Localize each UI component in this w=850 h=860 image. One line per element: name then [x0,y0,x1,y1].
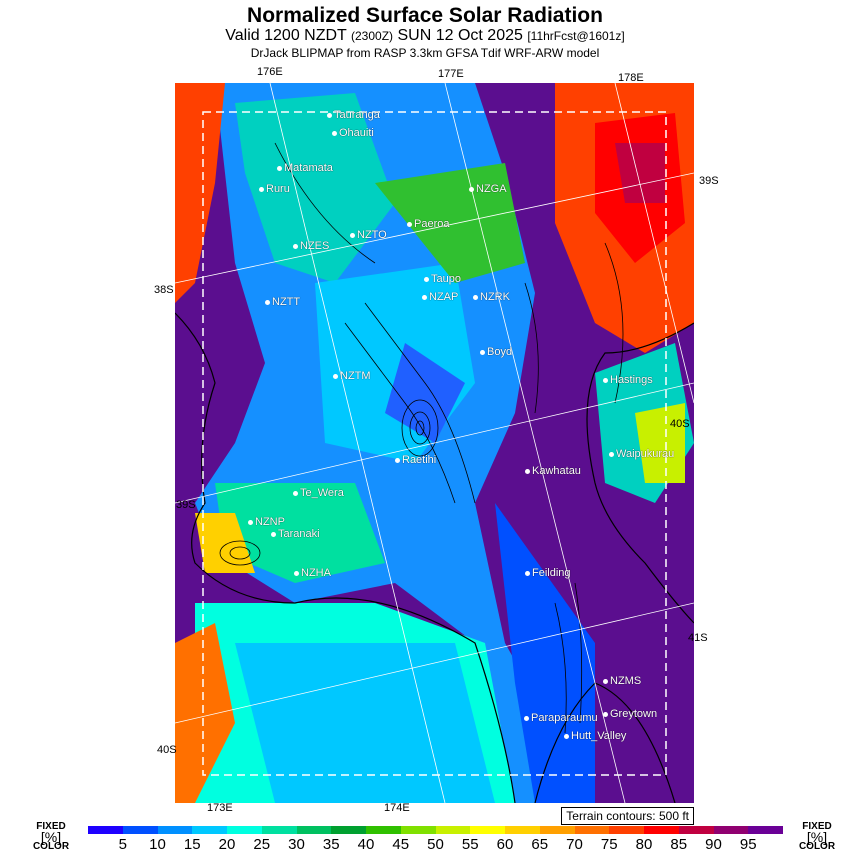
legend-swatch [436,826,471,834]
legend-swatch [297,826,332,834]
city-greytown: Greytown [603,708,657,720]
city-nzes: NZES [293,240,329,252]
city-ruru: Ruru [259,183,290,195]
legend-swatch [714,826,749,834]
lon-label-178e: 178E [618,72,644,84]
city-paeroa: Paeroa [407,218,449,230]
lon-label-176e: 176E [257,66,283,78]
legend-left-label: FIXED [%] COLOR [32,821,70,852]
lon-label-173e: 173E [207,802,233,814]
city-taranaki: Taranaki [271,528,320,540]
city-te-wera: Te_Wera [293,487,344,499]
city-taupo: Taupo [424,273,461,285]
legend-swatch [262,826,297,834]
city-boyd: Boyd [480,346,512,358]
city-hastings: Hastings [603,374,653,386]
city-feilding: Feilding [525,567,571,579]
city-ohauiti: Ohauiti [332,127,374,139]
city-nzga: NZGA [469,183,507,195]
lat-label-38s: 38S [154,284,174,296]
city-kawhatau: Kawhatau [525,465,581,477]
legend-tick-label: 10 [149,836,166,853]
legend-swatch [679,826,714,834]
city-raetihi: Raetihi [395,454,436,466]
forecast-date: SUN 12 Oct 2025 [397,27,523,44]
legend-tick-label: 60 [496,836,514,853]
lat-label-41s: 41S [688,632,708,644]
lon-label-174e: 174E [384,802,410,814]
legend-swatch [158,826,193,834]
legend-swatch [609,826,644,834]
city-nztt: NZTT [265,296,300,308]
lat-label-39s-east: 39S [699,175,719,187]
city-nzap: NZAP [422,291,458,303]
legend-swatch [540,826,575,834]
legend-tick-label: 95 [739,836,757,853]
city-waipukurau: Waipukurau [609,448,674,460]
legend-swatch [123,826,158,834]
city-nzha: NZHA [294,567,331,579]
legend-swatch [331,826,366,834]
legend-tick-label: 55 [461,836,479,853]
lat-label-40s-east: 40S [670,418,690,430]
legend-tick-label: 75 [600,836,618,853]
legend-tick-label: 25 [253,836,271,853]
legend-tick-label: 20 [218,836,236,853]
chart-subtitle [0,27,850,45]
legend-swatch [366,826,401,834]
utc-time: (2300Z) [351,29,394,43]
color-legend-bar [88,826,783,834]
legend-tick-label: 40 [357,836,375,853]
legend-tick-label: 70 [566,836,583,853]
legend-swatch [748,826,783,834]
city-nznp: NZNP [248,516,285,528]
lat-label-39s-west: 39S [176,499,196,511]
legend-swatch [470,826,505,834]
terrain-contour-note: Terrain contours: 500 ft [561,807,694,825]
legend-swatch [401,826,436,834]
forecast-run: [11hrFcst@1601z] [527,29,625,43]
city-nztm: NZTM [333,370,371,382]
lon-label-177e: 177E [438,68,464,80]
city-paraparaumu: Paraparaumu [524,712,598,724]
city-matamata: Matamata [277,162,333,174]
city-nzto: NZTO [350,229,387,241]
legend-tick-label: 90 [705,836,722,853]
legend-swatch [575,826,610,834]
city-tauranga: Tauranga [327,109,380,121]
legend-tick-label: 85 [670,836,688,853]
legend-swatch [192,826,227,834]
legend-swatch [505,826,540,834]
legend-swatch [644,826,679,834]
lat-label-40s-west: 40S [157,744,177,756]
city-hutt-valley: Hutt_Valley [564,730,626,742]
model-info: DrJack BLIPMAP from RASP 3.3km GFSA Tdif WRF-ARW model [250,46,600,60]
legend-tick-label: 65 [531,836,549,853]
legend-tick-label: 50 [427,836,444,853]
valid-time: Valid 1200 NZDT [225,27,347,44]
map-area [175,83,694,803]
legend-tick-label: 45 [392,836,410,853]
city-nzrk: NZRK [473,291,510,303]
legend-tick-label: 80 [635,836,653,853]
solar-radiation-field [175,83,694,803]
legend-swatch [88,826,123,834]
legend-tick-label: 5 [118,836,127,853]
legend-swatch [227,826,262,834]
legend-tick-label: 15 [183,836,201,853]
legend-right-label: FIXED [%] COLOR [798,821,836,852]
legend-tick-label: 30 [288,836,305,853]
chart-title: Normalized Surface Solar Radiation [247,4,603,27]
city-nzms: NZMS [603,675,641,687]
color-legend-ticks [88,836,783,856]
legend-tick-label: 35 [322,836,340,853]
